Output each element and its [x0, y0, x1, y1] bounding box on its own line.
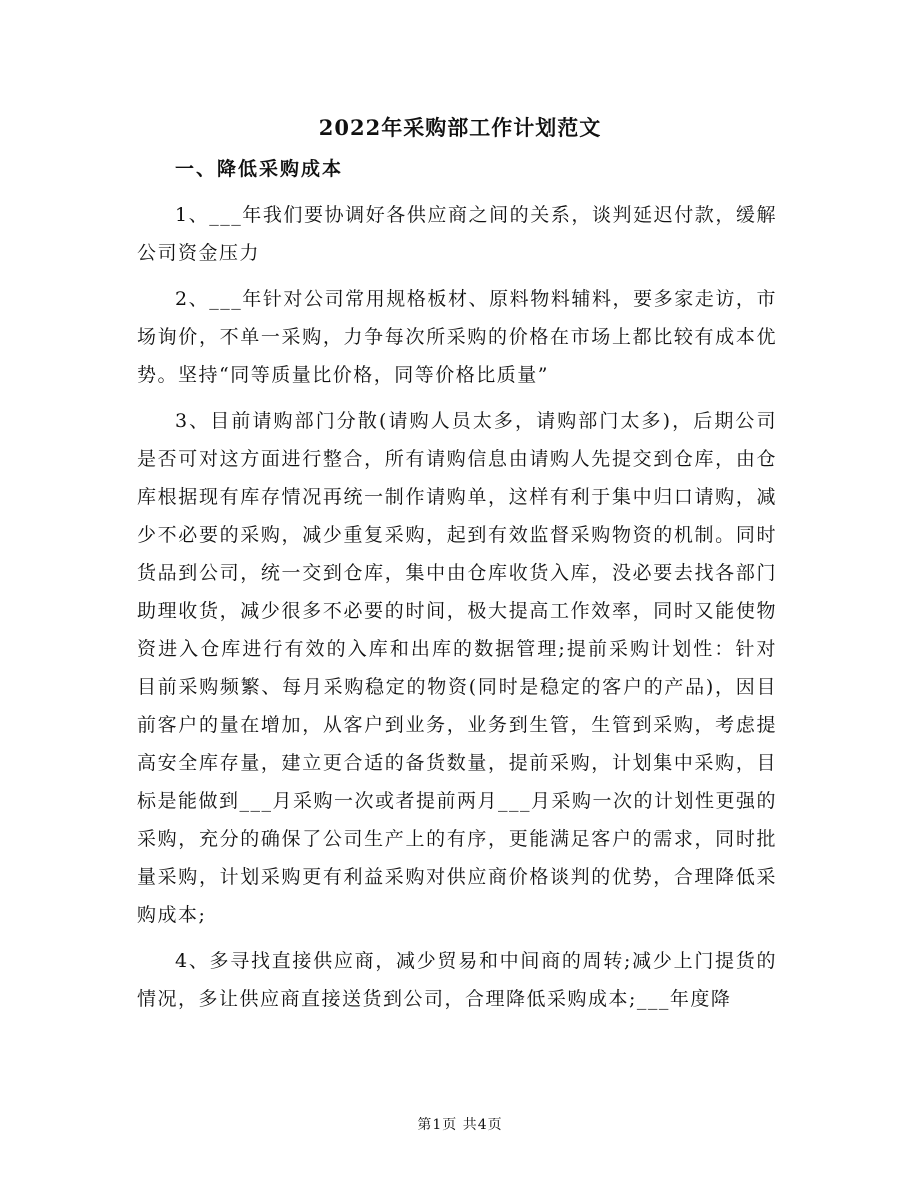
section-heading: 一、降低采购成本	[175, 158, 344, 180]
paragraph-2: 2、___年针对公司常用规格板材、原料物料辅料，要多家走访，市场询价，不单一采购，力争每次所采购的价格在市场上都比较有成本优势。坚持“同等质量比价格，同等价格比质量”	[137, 288, 777, 386]
document-body	[137, 150, 777, 1018]
paragraph-1: 1、___年我们要协调好各供应商之间的关系，谈判延迟付款，缓解公司资金压力	[137, 204, 777, 264]
paragraph-4: 4、多寻找直接供应商，减少贸易和中间商的周转;减少上门提货的情况，多让供应商直接送货到公司，合理降低采购成本;___年度降	[137, 950, 777, 1010]
page-number-footer: 第1页 共4页	[417, 1117, 503, 1133]
document-title: 2022年采购部工作计划范文	[318, 115, 602, 140]
paragraph-3: 3、目前请购部门分散(请购人员太多，请购部门太多)，后期公司是否可对这方面进行整合，所有请购信息由请购人先提交到仓库，由仓库根据现有库存情况再统一制作请购单，这样有利于集中归口请购，减少不必要的采购，减少重复采购，起到有效监督采购物资的机制。同时货品到公司，统一交到仓库，集中由仓库收货入库，没必要去找各部门助理收货，减少很多不必要的时间，极大提高工作效率，同时又能使物资进入仓库进行有效的入库和出库的数据管理;提前采购计划性：针对目前采购频繁、每月采购稳定的物资(同时是稳定的客户的产品)，因目前客户的量在增加，从客户到业务，业务到生管，生管到采购，考虑提高安全库存量，建立更合适的备货数量，提前采购，计划集中采购，目标是能做到___月采购一次或者提前两月___月采购一次的计划性更强的采购，充分的确保了公司生产上的有序，更能满足客户的需求，同时批量采购，计划采购更有利益采购对供应商价格谈判的优势，合理降低采购成本;	[137, 410, 778, 926]
